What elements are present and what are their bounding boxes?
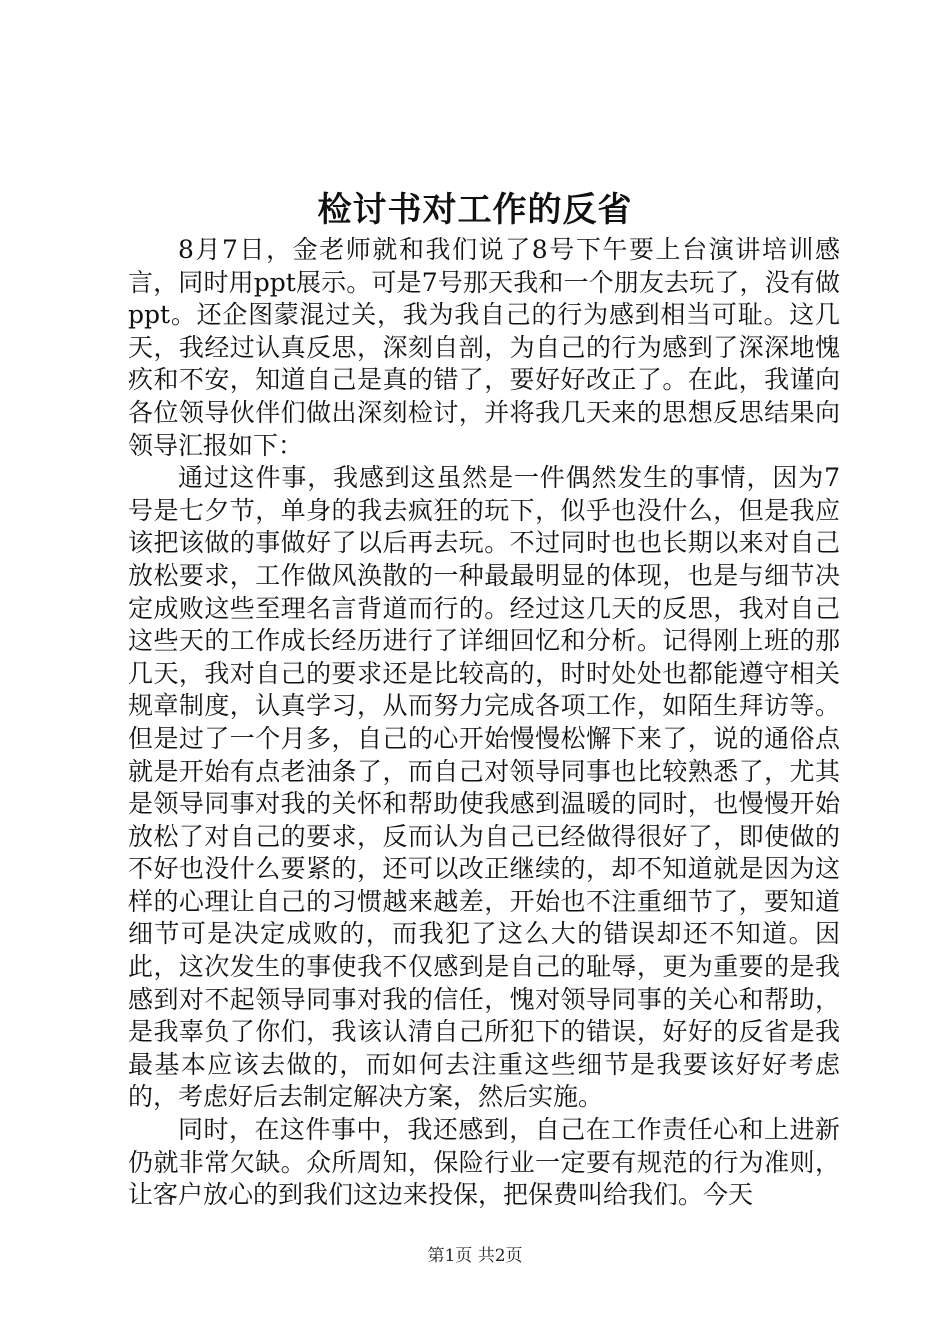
document-title: 检讨书对工作的反省 (317, 190, 633, 230)
paragraph-1: 8月7日，金老师就和我们说了8号下午要上台演讲培训感言，同时用ppt展示。可是7号那天我和一个朋友去玩了，没有做ppt。还企图蒙混过关，我为我自己的行为感到相当可耻。这几天，我经过认真反思，深刻自剖，为自己的行为感到了深深地愧疚和不安，知道自己是真的错了，要好好改正了。在此，我谨向各位领导伙伴们做出深刻检讨，并将我几天来的思想反思结果向领导汇报如下： (128, 235, 840, 460)
page-number: 第1页 共2页 (427, 1246, 523, 1266)
paragraph-2: 通过这件事，我感到这虽然是一件偶然发生的事情，因为7号是七夕节，单身的我去疯狂的玩下，似乎也没什么，但是我应该把该做的事做好了以后再去玩。不过同时也也长期以来对自己放松要求，工作做风涣散的一种最最明显的体现，也是与细节决定成败这些至理名言背道而行的。经过这几天的反思，我对自己这些天的工作成长经历进行了详细回忆和分析。记得刚上班的那几天，我对自己的要求还是比较高的，时时处处也都能遵守相关规章制度，认真学习，从而努力完成各项工作，如陌生拜访等。但是过了一个月多，自己的心开始慢慢松懈下来了，说的通俗点就是开始有点老油条了，而自己对领导同事也比较熟悉了，尤其是领导同事对我的关怀和帮助使我感到温暖的同时，也慢慢开始放松了对自己的要求，反而认为自己已经做得很好了，即使做的不好也没什么要紧的，还可以改正继续的，却不知道就是因为这样的心理让自己的习惯越来越差，开始也不注重细节了，要知道细节可是决定成败的，而我犯了这么大的错误却还不知道。因此，这次发生的事使我不仅感到是自己的耻辱，更为重要的是我感到对不起领导同事对我的信任，愧对领导同事的关心和帮助，是我辜负了你们，我该认清自己所犯下的错误，好好的反省是我最基本应该去做的，而如何去注重这些细节是我要该好好考虑的，考虑好后去制定解决方案，然后实施。 (128, 463, 840, 1112)
paragraph-3: 同时，在这件事中，我还感到，自己在工作责任心和上进新仍就非常欠缺。众所周知，保险行业一定要有规范的行为准则，让客户放心的到我们这边来投保，把保费叫给我们。今天 (128, 1115, 840, 1210)
document-body (128, 234, 840, 1212)
